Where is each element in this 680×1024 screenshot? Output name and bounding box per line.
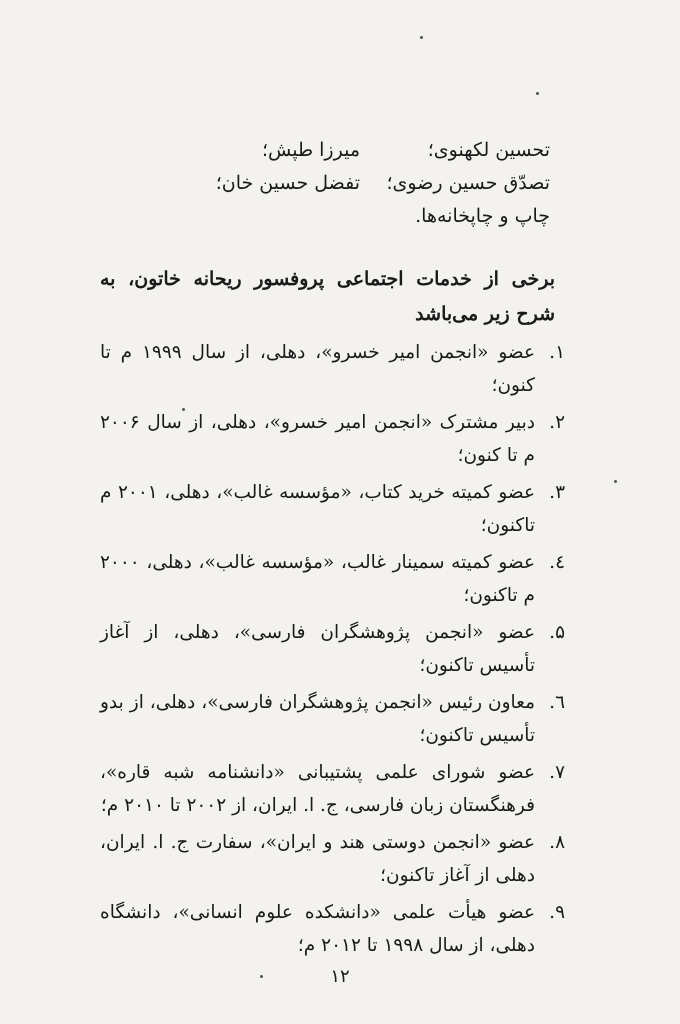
names-list <box>150 133 550 232</box>
page-number: ۱۲ <box>330 966 350 987</box>
list-item <box>100 546 565 612</box>
item-text: عضو شورای علمی پشتیبانی «دانشنامه شبه قاره»، فرهنگستان زبان فارسی، ج. ا. ایران، از ۲۰۰۲ تا ۲۰۱۰ م؛ <box>100 762 535 816</box>
item-number: ۸. <box>549 832 565 853</box>
list-item <box>100 406 565 472</box>
item-text: معاون رئیس «انجمن پژوهشگران فارسی»، دهلی، از بدو تأسیس تاکنون؛ <box>100 692 535 746</box>
names-row <box>150 199 550 232</box>
item-text: عضو هیأت علمی «دانشکده علوم انسانی»، دانشگاه دهلی، از سال ۱۹۹۸ تا ۲۰۱۲ م؛ <box>100 902 535 956</box>
services-list <box>100 336 565 966</box>
item-number: ۵. <box>549 622 565 643</box>
name-entry: تحسین لکهنوی؛ <box>427 138 550 161</box>
item-number: ۲. <box>549 412 565 433</box>
item-text: عضو کمیته سمینار غالب، «مؤسسه غالب»، دهلی، ۲۰۰۰ م تاکنون؛ <box>100 552 535 606</box>
paper-speck <box>182 408 185 411</box>
list-item <box>100 686 565 752</box>
paper-speck <box>614 480 617 483</box>
item-text: عضو «انجمن امیر خسرو»، دهلی، از سال ۱۹۹۹ م تا کنون؛ <box>100 342 535 396</box>
item-text: عضو کمیته خرید کتاب، «مؤسسه غالب»، دهلی، ۲۰۰۱ م تاکنون؛ <box>100 482 535 536</box>
item-number: ۹. <box>549 902 565 923</box>
names-row <box>150 166 550 199</box>
list-item <box>100 616 565 682</box>
name-entry: تفضل حسین خان؛ <box>215 171 360 194</box>
name-entry: تصدّق حسین رضوی؛ <box>386 171 550 194</box>
paper-speck <box>536 92 539 95</box>
item-number: ٦. <box>549 692 565 713</box>
item-text: عضو «انجمن دوستی هند و ایران»، سفارت ج. ا. ایران، دهلی از آغاز تاکنون؛ <box>100 832 535 886</box>
name-entry: چاپ و چاپخانه‌ها. <box>415 204 550 227</box>
list-item <box>100 896 565 962</box>
item-number: ۳. <box>549 482 565 503</box>
paper-speck <box>420 36 423 39</box>
item-text: عضو «انجمن پژوهشگران فارسی»، دهلی، از آغاز تأسیس تاکنون؛ <box>100 622 535 676</box>
item-text: دبیر مشترک «انجمن امیر خسرو»، دهلی، از سال ۲۰۰۶ م تا کنون؛ <box>100 412 535 466</box>
list-item <box>100 826 565 892</box>
name-entry: میرزا طپش؛ <box>261 138 360 161</box>
list-item <box>100 476 565 542</box>
item-number: ۷. <box>549 762 565 783</box>
list-item <box>100 336 565 402</box>
paper-speck <box>260 975 263 978</box>
item-number: ۱. <box>549 342 565 363</box>
list-item <box>100 756 565 822</box>
section-heading: برخی از خدمات اجتماعی پروفسور ریحانه خاتون، به شرح زیر می‌باشد <box>100 268 555 325</box>
names-row <box>150 133 550 166</box>
item-number: ٤. <box>549 552 565 573</box>
